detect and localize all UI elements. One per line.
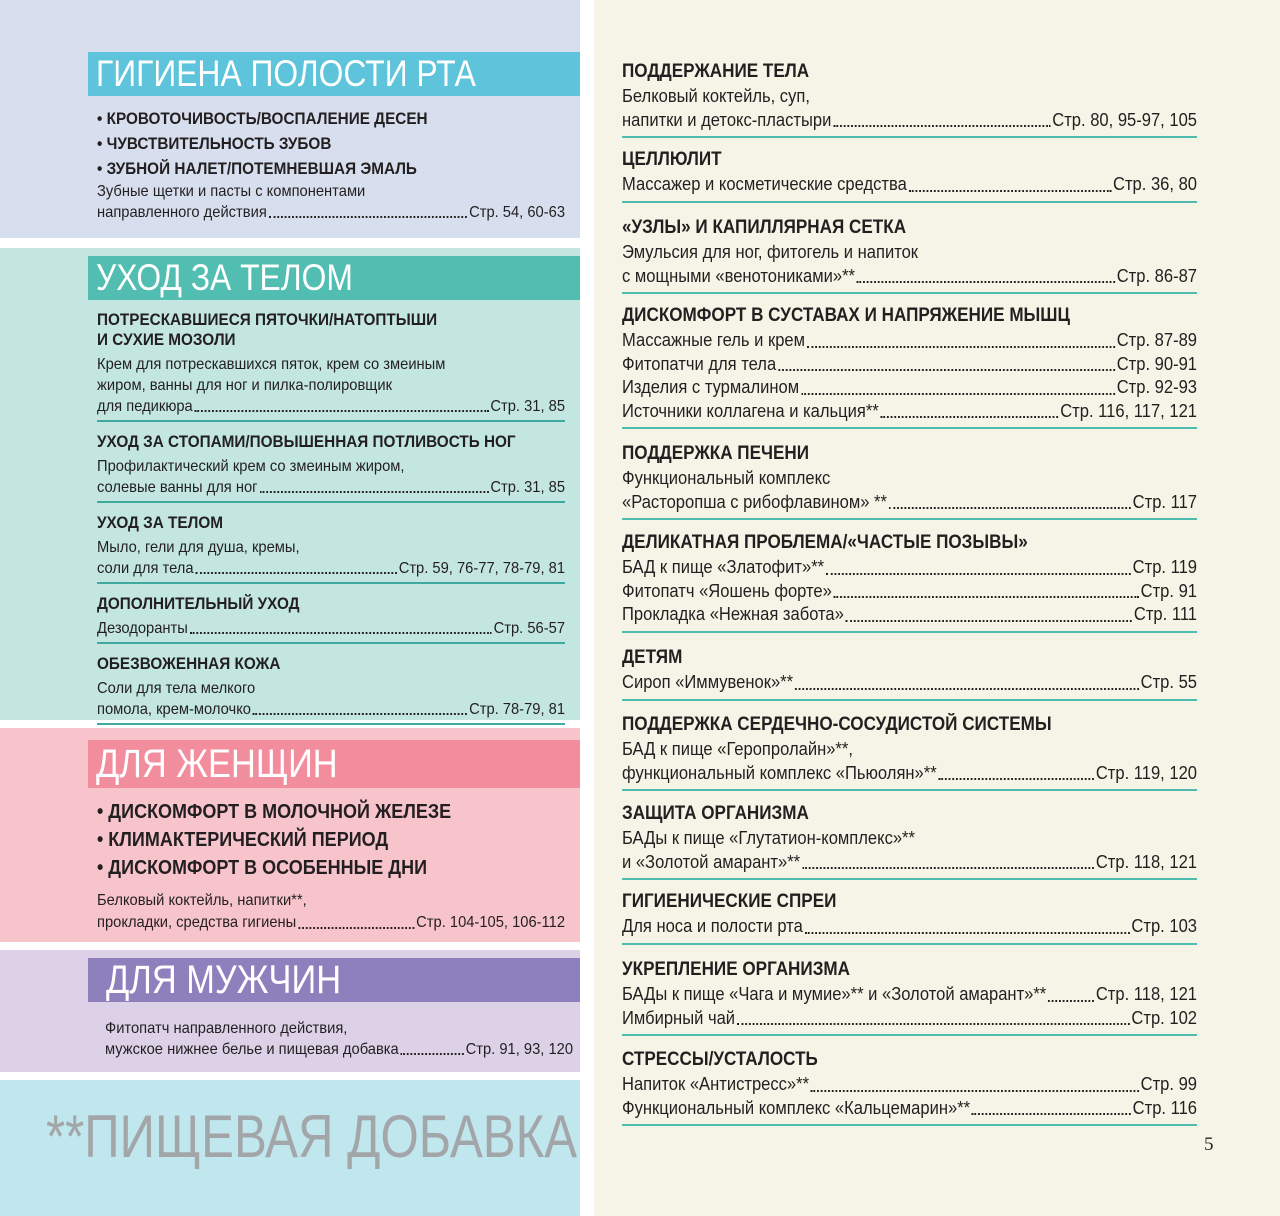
dot-leader xyxy=(805,932,1130,934)
dot-leader xyxy=(801,393,1115,395)
entry-label: функциональный комплекс «Пьюолян»** xyxy=(622,762,937,783)
divider xyxy=(97,501,565,503)
page-ref: Стр. 118, 121 xyxy=(1095,984,1198,1004)
entry-row xyxy=(97,396,565,417)
bullet-item: • ЧУВСТВИТЕЛЬНОСТЬ ЗУБОВ xyxy=(97,131,518,156)
section-title: УКРЕПЛЕНИЕ ОРГАНИЗМА xyxy=(622,959,850,980)
page-ref: Стр. 111 xyxy=(1133,604,1198,624)
footnote-block xyxy=(0,1080,580,1216)
dot-leader xyxy=(190,632,492,634)
section-title: ГИГИЕНИЧЕСКИЕ СПРЕИ xyxy=(622,891,837,912)
entry-text: Белковый коктейль, суп, xyxy=(622,86,810,106)
page-ref: Стр. 91, 93, 120 xyxy=(465,1041,574,1058)
entry-text: Функциональный комплекс xyxy=(622,468,831,488)
section-title: ГИГИЕНА ПОЛОСТИ РТА xyxy=(88,52,580,96)
dot-leader xyxy=(807,346,1115,348)
dot-leader xyxy=(195,572,396,574)
body-group xyxy=(97,594,565,644)
divider xyxy=(97,420,565,422)
page-ref: Стр. 91 xyxy=(1140,580,1198,601)
dot-leader xyxy=(834,596,1139,598)
entry-label: «Расторопша с рибофлавином» ** xyxy=(622,491,887,512)
entry-row xyxy=(97,558,565,579)
entry-text: БАД к пище «Геропролайн»**, xyxy=(622,739,853,759)
bullet-item: • ЗУБНОЙ НАЛЕТ/ПОТЕМНЕВШАЯ ЭМАЛЬ xyxy=(97,156,518,181)
entry-label: солевые ванны для ног xyxy=(97,479,258,496)
page-ref: Стр. 116, 117, 121 xyxy=(1060,400,1198,421)
entry-row xyxy=(97,699,565,720)
dot-leader xyxy=(253,713,467,715)
entry-row xyxy=(622,671,1197,695)
bullet-item: • КЛИМАКТЕРИЧЕСКИЙ ПЕРИОД xyxy=(97,826,518,854)
section-title: ДЕТЯМ xyxy=(622,647,683,668)
body-group xyxy=(97,513,565,584)
divider xyxy=(622,1034,1197,1036)
right-section xyxy=(622,60,1197,144)
body-group xyxy=(97,654,565,725)
entry-label: Фитопатчи для тела xyxy=(622,353,777,374)
dot-leader xyxy=(857,281,1115,283)
dot-leader xyxy=(269,216,468,218)
dot-leader xyxy=(811,1090,1139,1092)
page-ref: Стр. 31, 85 xyxy=(490,398,566,415)
entry-label: с мощными «венотониками»** xyxy=(622,265,855,286)
group-title: И СУХИЕ МОЗОЛИ xyxy=(97,330,236,349)
divider xyxy=(622,427,1197,429)
entry-row xyxy=(622,556,1197,580)
right-section xyxy=(622,802,1197,886)
page-number: 5 xyxy=(1204,1134,1214,1155)
bullet-item: • ДИСКОМФОРТ В ОСОБЕННЫЕ ДНИ xyxy=(97,854,518,882)
entry-label: Массажер и косметические средства xyxy=(622,174,907,194)
page-ref: Стр. 99 xyxy=(1140,1074,1198,1094)
section-title: ПОДДЕРЖКА ПЕЧЕНИ xyxy=(622,443,810,464)
entry-label: и «Золотой амарант»** xyxy=(622,851,801,872)
entry-label: Фитопатч «Яошень форте» xyxy=(622,580,832,601)
entry-row xyxy=(622,580,1197,604)
section-women xyxy=(0,728,580,942)
page-ref: Стр. 80, 95-97, 105 xyxy=(1052,109,1198,130)
right-section xyxy=(622,531,1197,639)
divider xyxy=(622,292,1197,294)
entry-text: Зубные щетки и пасты с компонентами xyxy=(97,183,366,200)
entry-row xyxy=(622,1097,1197,1121)
section-oral-hygiene xyxy=(0,0,580,238)
entry-label: Сироп «Иммувенок»** xyxy=(622,672,794,692)
entry-text: Крем для потрескавшихся пяток, крем со змеиным xyxy=(97,356,446,373)
right-section xyxy=(622,304,1197,435)
dot-leader xyxy=(259,491,488,493)
dot-leader xyxy=(795,688,1139,690)
page-ref: Стр. 87-89 xyxy=(1116,330,1198,350)
page-ref: Стр. 31, 85 xyxy=(490,479,566,496)
divider xyxy=(622,136,1197,138)
section-title: ДЛЯ ЖЕНЩИН xyxy=(88,740,580,788)
dot-leader xyxy=(1048,1000,1094,1002)
dot-leader xyxy=(939,778,1094,780)
right-section xyxy=(622,148,1197,209)
page-ref: Стр. 56-57 xyxy=(493,620,566,637)
section-title: ДИСКОМФОРТ В СУСТАВАХ И НАПРЯЖЕНИЕ МЫШЦ xyxy=(622,305,1070,326)
entry-text: Профилактический крем со змеиным жиром, xyxy=(97,458,405,475)
dot-leader xyxy=(802,867,1094,869)
divider xyxy=(622,518,1197,520)
entry-label: Функциональный комплекс «Кальцемарин»** xyxy=(622,1097,971,1118)
right-section xyxy=(622,958,1197,1042)
page-ref: Стр. 36, 80 xyxy=(1113,174,1198,194)
section-title: ПОДДЕРЖКА СЕРДЕЧНО-СОСУДИСТОЙ СИСТЕМЫ xyxy=(622,714,1052,735)
page-ref: Стр. 118, 121 xyxy=(1095,851,1198,872)
entry-row xyxy=(622,353,1197,377)
section-title: ЦЕЛЛЮЛИТ xyxy=(622,149,722,170)
divider xyxy=(622,943,1197,945)
section-title: СТРЕССЫ/УСТАЛОСТЬ xyxy=(622,1049,818,1070)
page-ref: Стр. 55 xyxy=(1140,672,1198,692)
right-section xyxy=(622,216,1197,300)
entry-row xyxy=(97,912,565,934)
entry-row xyxy=(622,400,1197,424)
entry-text: жиром, ванны для ног и пилка-полировщик xyxy=(97,377,393,394)
footnote-dietary-supplement: **ПИЩЕВАЯ ДОБАВКА xyxy=(46,1103,578,1170)
entry-label: Дезодоранты xyxy=(97,620,188,637)
page-ref: Стр. 103 xyxy=(1131,916,1198,936)
bullet-item: • КРОВОТОЧИВОСТЬ/ВОСПАЛЕНИЕ ДЕСЕН xyxy=(97,106,518,131)
entry-text: Мыло, гели для душа, кремы, xyxy=(97,539,300,556)
entry-row xyxy=(622,1007,1197,1031)
entry-label: напитки и детокс-пластыри xyxy=(622,109,832,130)
entry-row xyxy=(622,1073,1197,1097)
dot-leader xyxy=(889,507,1131,509)
entry-row xyxy=(622,915,1197,939)
entry-label: помола, крем-молочко xyxy=(97,701,251,718)
section-men xyxy=(0,950,580,1072)
section-title: ПОДДЕРЖАНИЕ ТЕЛА xyxy=(622,61,810,82)
entry-label: для педикюра xyxy=(97,398,193,415)
entry-label: прокладки, средства гигиены xyxy=(97,914,297,931)
entry-label: Прокладка «Нежная забота» xyxy=(622,604,844,624)
dot-leader xyxy=(195,410,489,412)
entry-text: Фитопатч направленного действия, xyxy=(105,1020,348,1037)
right-section xyxy=(622,442,1197,526)
divider xyxy=(622,201,1197,203)
entry-label: Источники коллагена и кальция** xyxy=(622,400,879,421)
right-section xyxy=(622,890,1197,951)
group-title: ОБЕЗВОЖЕННАЯ КОЖА xyxy=(97,654,281,673)
entry-row xyxy=(97,477,565,498)
section-title: ДЕЛИКАТНАЯ ПРОБЛЕМА/«ЧАСТЫЕ ПОЗЫВЫ» xyxy=(622,532,1028,553)
divider xyxy=(97,642,565,644)
divider xyxy=(97,723,565,725)
divider xyxy=(622,631,1197,633)
entry-row xyxy=(622,983,1197,1007)
right-section xyxy=(622,646,1197,707)
dot-leader xyxy=(833,125,1050,127)
divider xyxy=(622,1124,1197,1126)
entry-text: БАДы к пище «Глутатион-комплекс»** xyxy=(622,828,915,848)
entry-row xyxy=(97,618,565,639)
entry-label: Изделия с турмалином xyxy=(622,377,800,397)
right-section xyxy=(622,1048,1197,1132)
entry-row xyxy=(105,1039,573,1060)
divider xyxy=(622,878,1197,880)
page-ref: Стр. 92-93 xyxy=(1116,377,1198,397)
page-ref: Стр. 90-91 xyxy=(1116,353,1198,374)
entry-row xyxy=(622,376,1197,400)
entry-label: направленного действия xyxy=(97,204,267,221)
group-title: УХОД ЗА СТОПАМИ/ПОВЫШЕННАЯ ПОТЛИВОСТЬ НОГ xyxy=(97,432,516,451)
page-ref: Стр. 59, 76-77, 78-79, 81 xyxy=(398,560,566,577)
page-ref: Стр. 78-79, 81 xyxy=(469,701,566,718)
section-title: ЗАЩИТА ОРГАНИЗМА xyxy=(622,803,809,824)
dot-leader xyxy=(826,573,1131,575)
entry-row xyxy=(622,329,1197,353)
entry-row xyxy=(622,762,1197,786)
page-ref: Стр. 117 xyxy=(1132,491,1198,512)
page-ref: Стр. 104-105, 106-112 xyxy=(416,914,566,931)
dot-leader xyxy=(737,1023,1130,1025)
divider xyxy=(97,582,565,584)
entry-label: Массажные гель и крем xyxy=(622,330,806,350)
entry-row xyxy=(97,202,565,223)
section-title: УХОД ЗА ТЕЛОМ xyxy=(88,256,580,300)
entry-label: БАД к пище «Златофит»** xyxy=(622,557,825,577)
dot-leader xyxy=(909,190,1112,192)
dot-leader xyxy=(401,1053,464,1055)
entry-text: Соли для тела мелкого xyxy=(97,680,256,697)
entry-label: БАДы к пище «Чага и мумие»** и «Золотой амарант»** xyxy=(622,984,1047,1004)
group-title: ПОТРЕСКАВШИЕСЯ ПЯТОЧКИ/НАТОПТЫШИ xyxy=(97,310,438,329)
body-group xyxy=(97,310,565,422)
group-title: УХОД ЗА ТЕЛОМ xyxy=(97,513,223,532)
group-title: ДОПОЛНИТЕЛЬНЫЙ УХОД xyxy=(97,594,300,613)
entry-label: мужское нижнее белье и пищевая добавка xyxy=(105,1041,399,1058)
entry-text: Эмульсия для ног, фитогель и напиток xyxy=(622,242,919,262)
entry-label: Напиток «Антистресс»** xyxy=(622,1074,810,1094)
entry-row xyxy=(622,491,1197,515)
page-ref: Стр. 119 xyxy=(1132,557,1198,577)
entry-row xyxy=(622,109,1197,133)
dot-leader xyxy=(778,369,1115,371)
page-ref: Стр. 116 xyxy=(1132,1097,1198,1118)
entry-label: Имбирный чай xyxy=(622,1007,736,1028)
section-title: «УЗЛЫ» И КАПИЛЛЯРНАЯ СЕТКА xyxy=(622,217,907,238)
body-group xyxy=(97,432,565,503)
bullet-item: • ДИСКОМФОРТ В МОЛОЧНОЙ ЖЕЛЕЗЕ xyxy=(97,798,518,826)
dot-leader xyxy=(298,927,414,929)
page-ref: Стр. 102 xyxy=(1131,1007,1198,1028)
entry-row xyxy=(622,851,1197,875)
divider xyxy=(622,699,1197,701)
entry-label: соли для тела xyxy=(97,560,194,577)
entry-row xyxy=(622,265,1197,289)
section-body-care xyxy=(0,248,580,720)
entry-row xyxy=(622,603,1197,627)
entry-text: Белковый коктейль, напитки**, xyxy=(97,892,307,909)
right-section xyxy=(622,713,1197,797)
dot-leader xyxy=(881,416,1059,418)
dot-leader xyxy=(972,1113,1131,1115)
divider xyxy=(622,789,1197,791)
page-ref: Стр. 119, 120 xyxy=(1095,762,1198,783)
page-ref: Стр. 86-87 xyxy=(1116,265,1198,286)
entry-label: Для носа и полости рта xyxy=(622,916,803,936)
page-ref: Стр. 54, 60-63 xyxy=(469,204,566,221)
dot-leader xyxy=(846,620,1132,622)
section-title: ДЛЯ МУЖЧИН xyxy=(88,958,580,1002)
entry-row xyxy=(622,173,1197,197)
